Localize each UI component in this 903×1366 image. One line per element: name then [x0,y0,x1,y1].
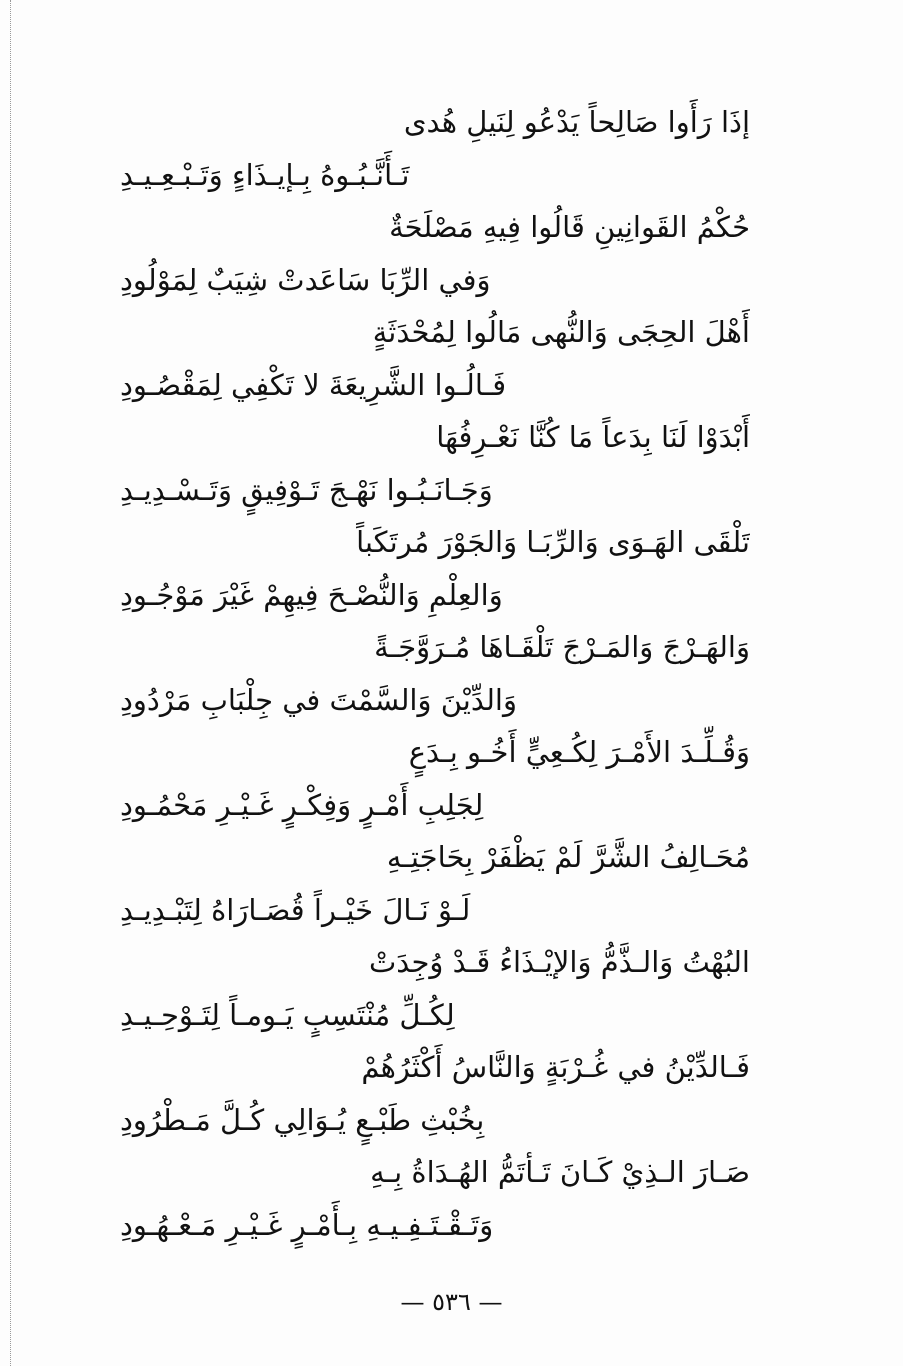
verse [120,936,750,1041]
verse-second-hemistich: تَـأَنَّـبُـوهُ بِـإيـذَاءٍ وَتَـبْـعِـيـدِ [120,157,410,192]
verse-first-hemistich: صَـارَ الـذِيْ كَـانَ تَـأتَمُّ الهُـدَاةُ بِـهِ [370,1155,750,1189]
verse-first-hemistich: تَلْقَى الهَـوَى وَالرِّبَـا وَالجَوْرَ مُرتَكَباً [356,525,750,559]
verse [120,1041,750,1146]
page-number: — ٥٣٦ — [400,1288,503,1316]
verse-second-hemistich: وَالدِّيْنَ وَالسَّمْتَ في جِلْبَابِ مَرْدُودِ [120,682,517,717]
verse-first-hemistich: مُحَـالِفُ الشَّرَّ لَمْ يَظْفَرْ بِحَاجَتِـهِ [386,840,750,874]
verse-first-hemistich: حُكْمُ القَوانِينِ قَالُوا فِيهِ مَصْلَحَةٌ [389,210,750,244]
verse-first-hemistich: أَبْدَوْا لَنَا بِدَعاً مَا كُنَّا نَعْـرِفُهَا [436,420,750,454]
poem-block [120,96,750,1251]
verse [120,516,750,621]
verse [120,726,750,831]
verse [120,96,750,201]
verse-first-hemistich: أَهْلَ الحِجَى وَالنُّهى مَالُوا لِمُحْدَثَةٍ [372,315,750,349]
verse-second-hemistich: فَـالُـوا الشَّرِيعَةَ لا تَكْفِي لِمَقْصُـودِ [120,367,507,402]
verse-second-hemistich: بِخُبْثِ طَبْـعٍ يُـوَالِي كُـلَّ مَـطْرُودِ [120,1102,485,1137]
verse-first-hemistich: فَـالدِّيْنُ في غُـرْبَةٍ وَالنَّاسُ أَكْثَرُهُمْ [361,1050,750,1084]
verse-second-hemistich: وَجَـانَـبُـوا نَهْـجَ تَـوْفِيقٍ وَتَـسْـدِيـدِ [120,472,493,507]
verse-second-hemistich: لَـوْ نَـالَ خَيْـراً قُصَـارَاهُ لِتَبْـدِيـدِ [120,892,471,927]
verse-second-hemistich: لِجَلِبِ أَمْـرٍ وَفِكْـرٍ غَـيْـرِ مَحْمُـودِ [120,787,484,822]
verse [120,411,750,516]
verse-second-hemistich: وَتَـقْـتَـفِـيـهِ بِـأَمْـرٍ غَـيْـرِ مَـعْـهُـودِ [120,1207,494,1242]
verse [120,831,750,936]
scan-edge-divider [10,0,11,1366]
verse-first-hemistich: وَقُـلِّـدَ الأَمْـرَ لِكُـعِيٍّ أَخُـو بِـدَعٍ [408,735,750,769]
verse-second-hemistich: وَفي الرِّبَا سَاعَدتْ شِيَبٌ لِمَوْلُودِ [120,262,491,297]
verse [120,201,750,306]
verse-first-hemistich: البُهْتُ وَالـذَّمُّ وَالإيْـذَاءُ قَـدْ وُجِدَتْ [368,945,750,979]
verse [120,306,750,411]
verse-second-hemistich: لِكُـلِّ مُنْتَسِبٍ يَـومـاً لِتَـوْحِـيـدِ [120,997,455,1032]
verse-first-hemistich: إذَا رَأَوا صَالِحاً يَدْعُو لِنَيلِ هُدى [403,105,750,139]
verse-second-hemistich: وَالعِلْمِ وَالنُّصْـحَ فِيهِمْ غَيْرَ مَوْجُـودِ [120,577,503,612]
verse [120,1146,750,1251]
verse [120,621,750,726]
verse-first-hemistich: وَالهَـرْجَ وَالمَـرْجَ تَلْقَـاهَا مُـرَوَّجَـةً [374,630,750,664]
